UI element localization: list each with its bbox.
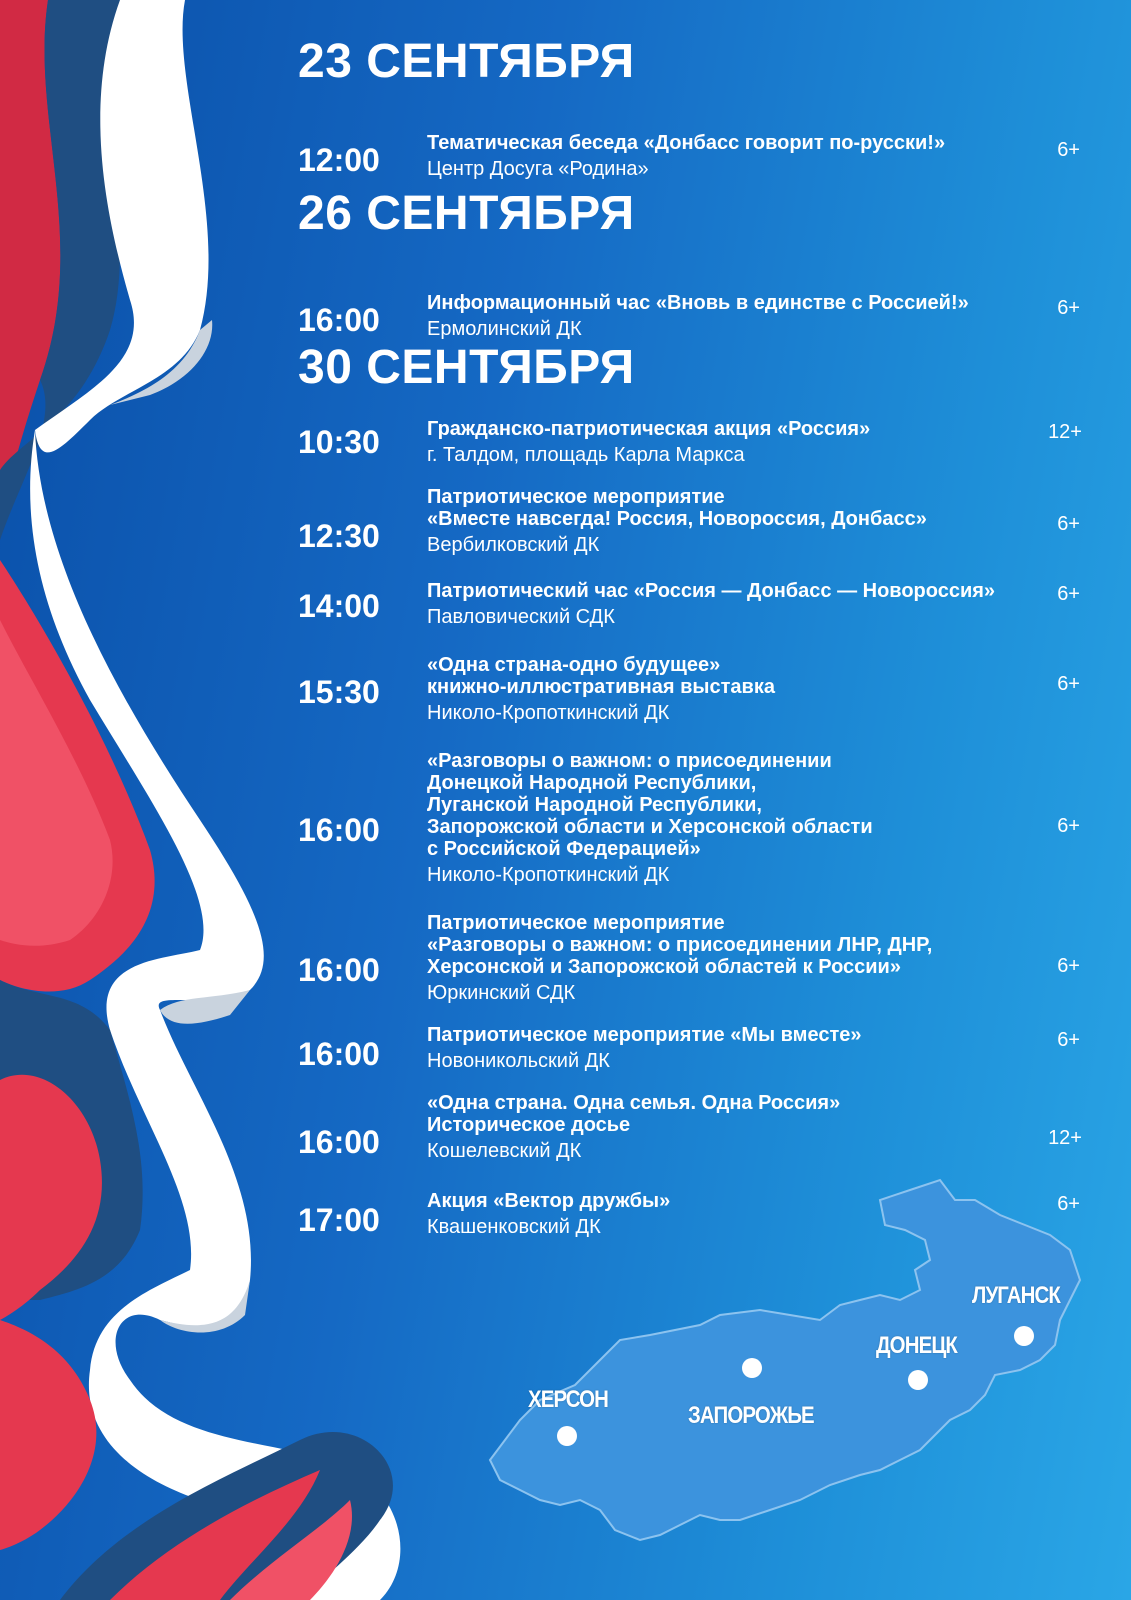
age-rating: 6+ — [1057, 583, 1080, 605]
event-place: Николо-Кропоткинский ДК — [427, 702, 670, 724]
age-rating: 6+ — [1057, 955, 1080, 977]
event-time: 16:00 — [298, 952, 380, 988]
event-title: Информационный час «Вновь в единстве с Россией!» — [427, 292, 969, 314]
event-place: Квашенковский ДК — [427, 1216, 601, 1238]
city-label-donetsk: ДОНЕЦК — [876, 1332, 958, 1359]
event-time: 12:00 — [298, 142, 380, 178]
event-title: Патриотическое мероприятие «Мы вместе» — [427, 1024, 862, 1046]
event-place: Вербилковский ДК — [427, 534, 600, 556]
event-time: 14:00 — [298, 588, 380, 624]
date-heading: 26 СЕНТЯБРЯ — [298, 187, 635, 240]
age-rating: 6+ — [1057, 297, 1080, 319]
event-body — [427, 1092, 1047, 1162]
city-label-zaporozhye: ЗАПОРОЖЬЕ — [688, 1402, 814, 1429]
day-section — [298, 341, 1108, 404]
age-rating: 6+ — [1057, 1029, 1080, 1051]
event-title: Патриотический час «Россия — Донбасс — Новороссия» — [427, 580, 996, 602]
age-rating: 12+ — [1048, 1127, 1082, 1149]
event-body — [427, 1024, 1047, 1072]
day-section — [298, 35, 1108, 98]
event-time: 12:30 — [298, 518, 380, 554]
day-section — [298, 187, 1108, 250]
age-rating: 6+ — [1057, 1193, 1080, 1215]
event-body — [427, 912, 1047, 1004]
event-title: «Одна страна. Одна семья. Одна Россия» Историческое досье — [427, 1092, 841, 1136]
event-body — [427, 486, 1047, 556]
date-heading: 23 СЕНТЯБРЯ — [298, 35, 635, 88]
event-place: Центр Досуга «Родина» — [427, 158, 649, 180]
city-label-lugansk: ЛУГАНСК — [972, 1282, 1060, 1309]
event-title: Патриотическое мероприятие «Разговоры о важном: о присоединении ЛНР, ДНР, Херсонской и Запорожской областей к России» — [427, 912, 933, 978]
event-row — [298, 268, 1108, 340]
event-body — [427, 292, 1047, 340]
age-rating: 6+ — [1057, 673, 1080, 695]
event-title: Тематическая беседа «Донбасс говорит по-русски!» — [427, 132, 946, 154]
event-time: 16:00 — [298, 302, 380, 338]
event-body — [427, 654, 1047, 724]
event-time: 10:30 — [298, 424, 380, 460]
event-title: «Одна страна-одно будущее» книжно-иллюстративная выставка — [427, 654, 775, 698]
event-place: Новоникольский ДК — [427, 1050, 610, 1072]
age-rating: 6+ — [1057, 815, 1080, 837]
event-title: Акция «Вектор дружбы» — [427, 1190, 671, 1212]
event-body — [427, 1190, 1047, 1238]
event-time: 16:00 — [298, 1036, 380, 1072]
event-place: Ермолинский ДК — [427, 318, 582, 340]
event-title: Гражданско-патриотическая акция «Россия» — [427, 418, 871, 440]
city-dot-donetsk — [908, 1370, 928, 1390]
event-place: Павловический СДК — [427, 606, 615, 628]
city-label-kherson: ХЕРСОН — [528, 1386, 609, 1413]
city-dot-kherson — [557, 1426, 577, 1446]
event-place: Юркинский СДК — [427, 982, 576, 1004]
event-row — [298, 108, 1108, 180]
event-title: Патриотическое мероприятие «Вместе навсегда! Россия, Новороссия, Донбасс» — [427, 486, 927, 530]
event-place: Николо-Кропоткинский ДК — [427, 864, 670, 886]
event-time: 15:30 — [298, 674, 380, 710]
event-body — [427, 750, 1047, 886]
event-body — [427, 132, 1047, 180]
age-rating: 12+ — [1048, 421, 1082, 443]
event-place: Кошелевский ДК — [427, 1140, 582, 1162]
event-body — [427, 418, 1047, 466]
city-dot-zaporozhye — [742, 1358, 762, 1378]
event-time: 16:00 — [298, 1124, 380, 1160]
age-rating: 6+ — [1057, 139, 1080, 161]
age-rating: 6+ — [1057, 513, 1080, 535]
date-heading: 30 СЕНТЯБРЯ — [298, 341, 635, 394]
event-title: «Разговоры о важном: о присоединении Донецкой Народной Республики, Луганской Народной Республики, Запорожской области и Херсонской области с Российской Федерацией» — [427, 750, 873, 860]
event-time: 17:00 — [298, 1202, 380, 1238]
event-body — [427, 580, 1047, 628]
city-dot-lugansk — [1014, 1326, 1034, 1346]
event-time: 16:00 — [298, 812, 380, 848]
event-place: г. Талдом, площадь Карла Маркса — [427, 444, 745, 466]
